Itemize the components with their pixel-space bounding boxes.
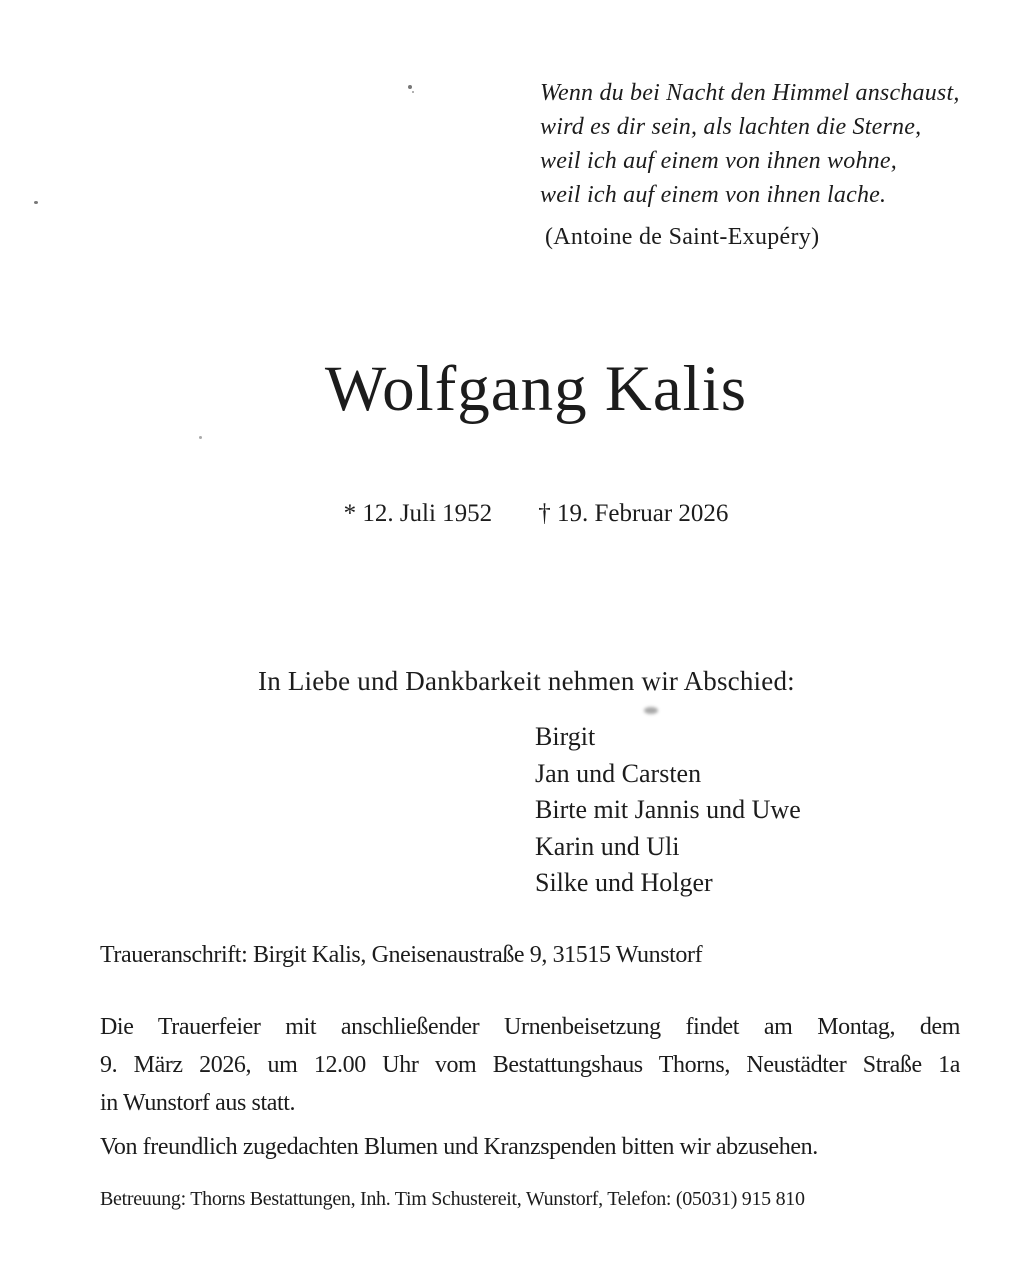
birth-date: * 12. Juli 1952: [343, 500, 493, 527]
flowers-note: Von freundlich zugedachten Blumen und Kranzspenden bitten wir abzusehen.: [100, 1134, 818, 1160]
quote-line: Wenn du bei Nacht den Himmel anschaust,: [540, 80, 960, 106]
ceremony-paragraph: [100, 1008, 960, 1122]
scan-speck: [34, 201, 38, 204]
care-note: Betreuung: Thorns Bestattungen, Inh. Tim Schustereit, Wunstorf, Telefon: (05031) 915 810: [100, 1188, 805, 1210]
quote-attribution: (Antoine de Saint-Exupéry): [545, 224, 820, 250]
scan-speck: [408, 85, 412, 89]
mourner: Silke und Holger: [535, 868, 713, 897]
deceased-name: Wolfgang Kalis: [324, 353, 748, 425]
epigraph-quote: [540, 76, 960, 212]
mourner: Birte mit Jannis und Uwe: [535, 795, 801, 824]
ceremony-line: 9. März 2026, um 12.00 Uhr vom Bestattungshaus Thorns, Neustädter Straße 1a: [100, 1052, 960, 1078]
scan-smudge: [644, 707, 658, 714]
death-date: † 19. Februar 2026: [538, 500, 729, 527]
mourner: Jan und Carsten: [535, 758, 702, 788]
mourning-address: Traueranschrift: Birgit Kalis, Gneisenaustraße 9, 31515 Wunstorf: [100, 942, 703, 968]
ceremony-line: in Wunstorf aus statt.: [100, 1090, 296, 1116]
life-dates: [0, 500, 1024, 528]
mourner: Birgit: [535, 722, 596, 751]
scan-speck: [412, 91, 414, 93]
quote-line: weil ich auf einem von ihnen wohne,: [540, 148, 897, 174]
quote-line: weil ich auf einem von ihnen lache.: [540, 182, 887, 208]
ceremony-line: Die Trauerfeier mit anschließender Urnenbeisetzung findet am Montag, dem: [100, 1014, 960, 1040]
mourner: Karin und Uli: [535, 831, 680, 861]
scan-speck: [199, 436, 202, 439]
mourners-list: [535, 719, 801, 902]
farewell-intro: In Liebe und Dankbarkeit nehmen wir Abschied:: [258, 666, 795, 696]
quote-line: wird es dir sein, als lachten die Sterne,: [540, 114, 922, 140]
